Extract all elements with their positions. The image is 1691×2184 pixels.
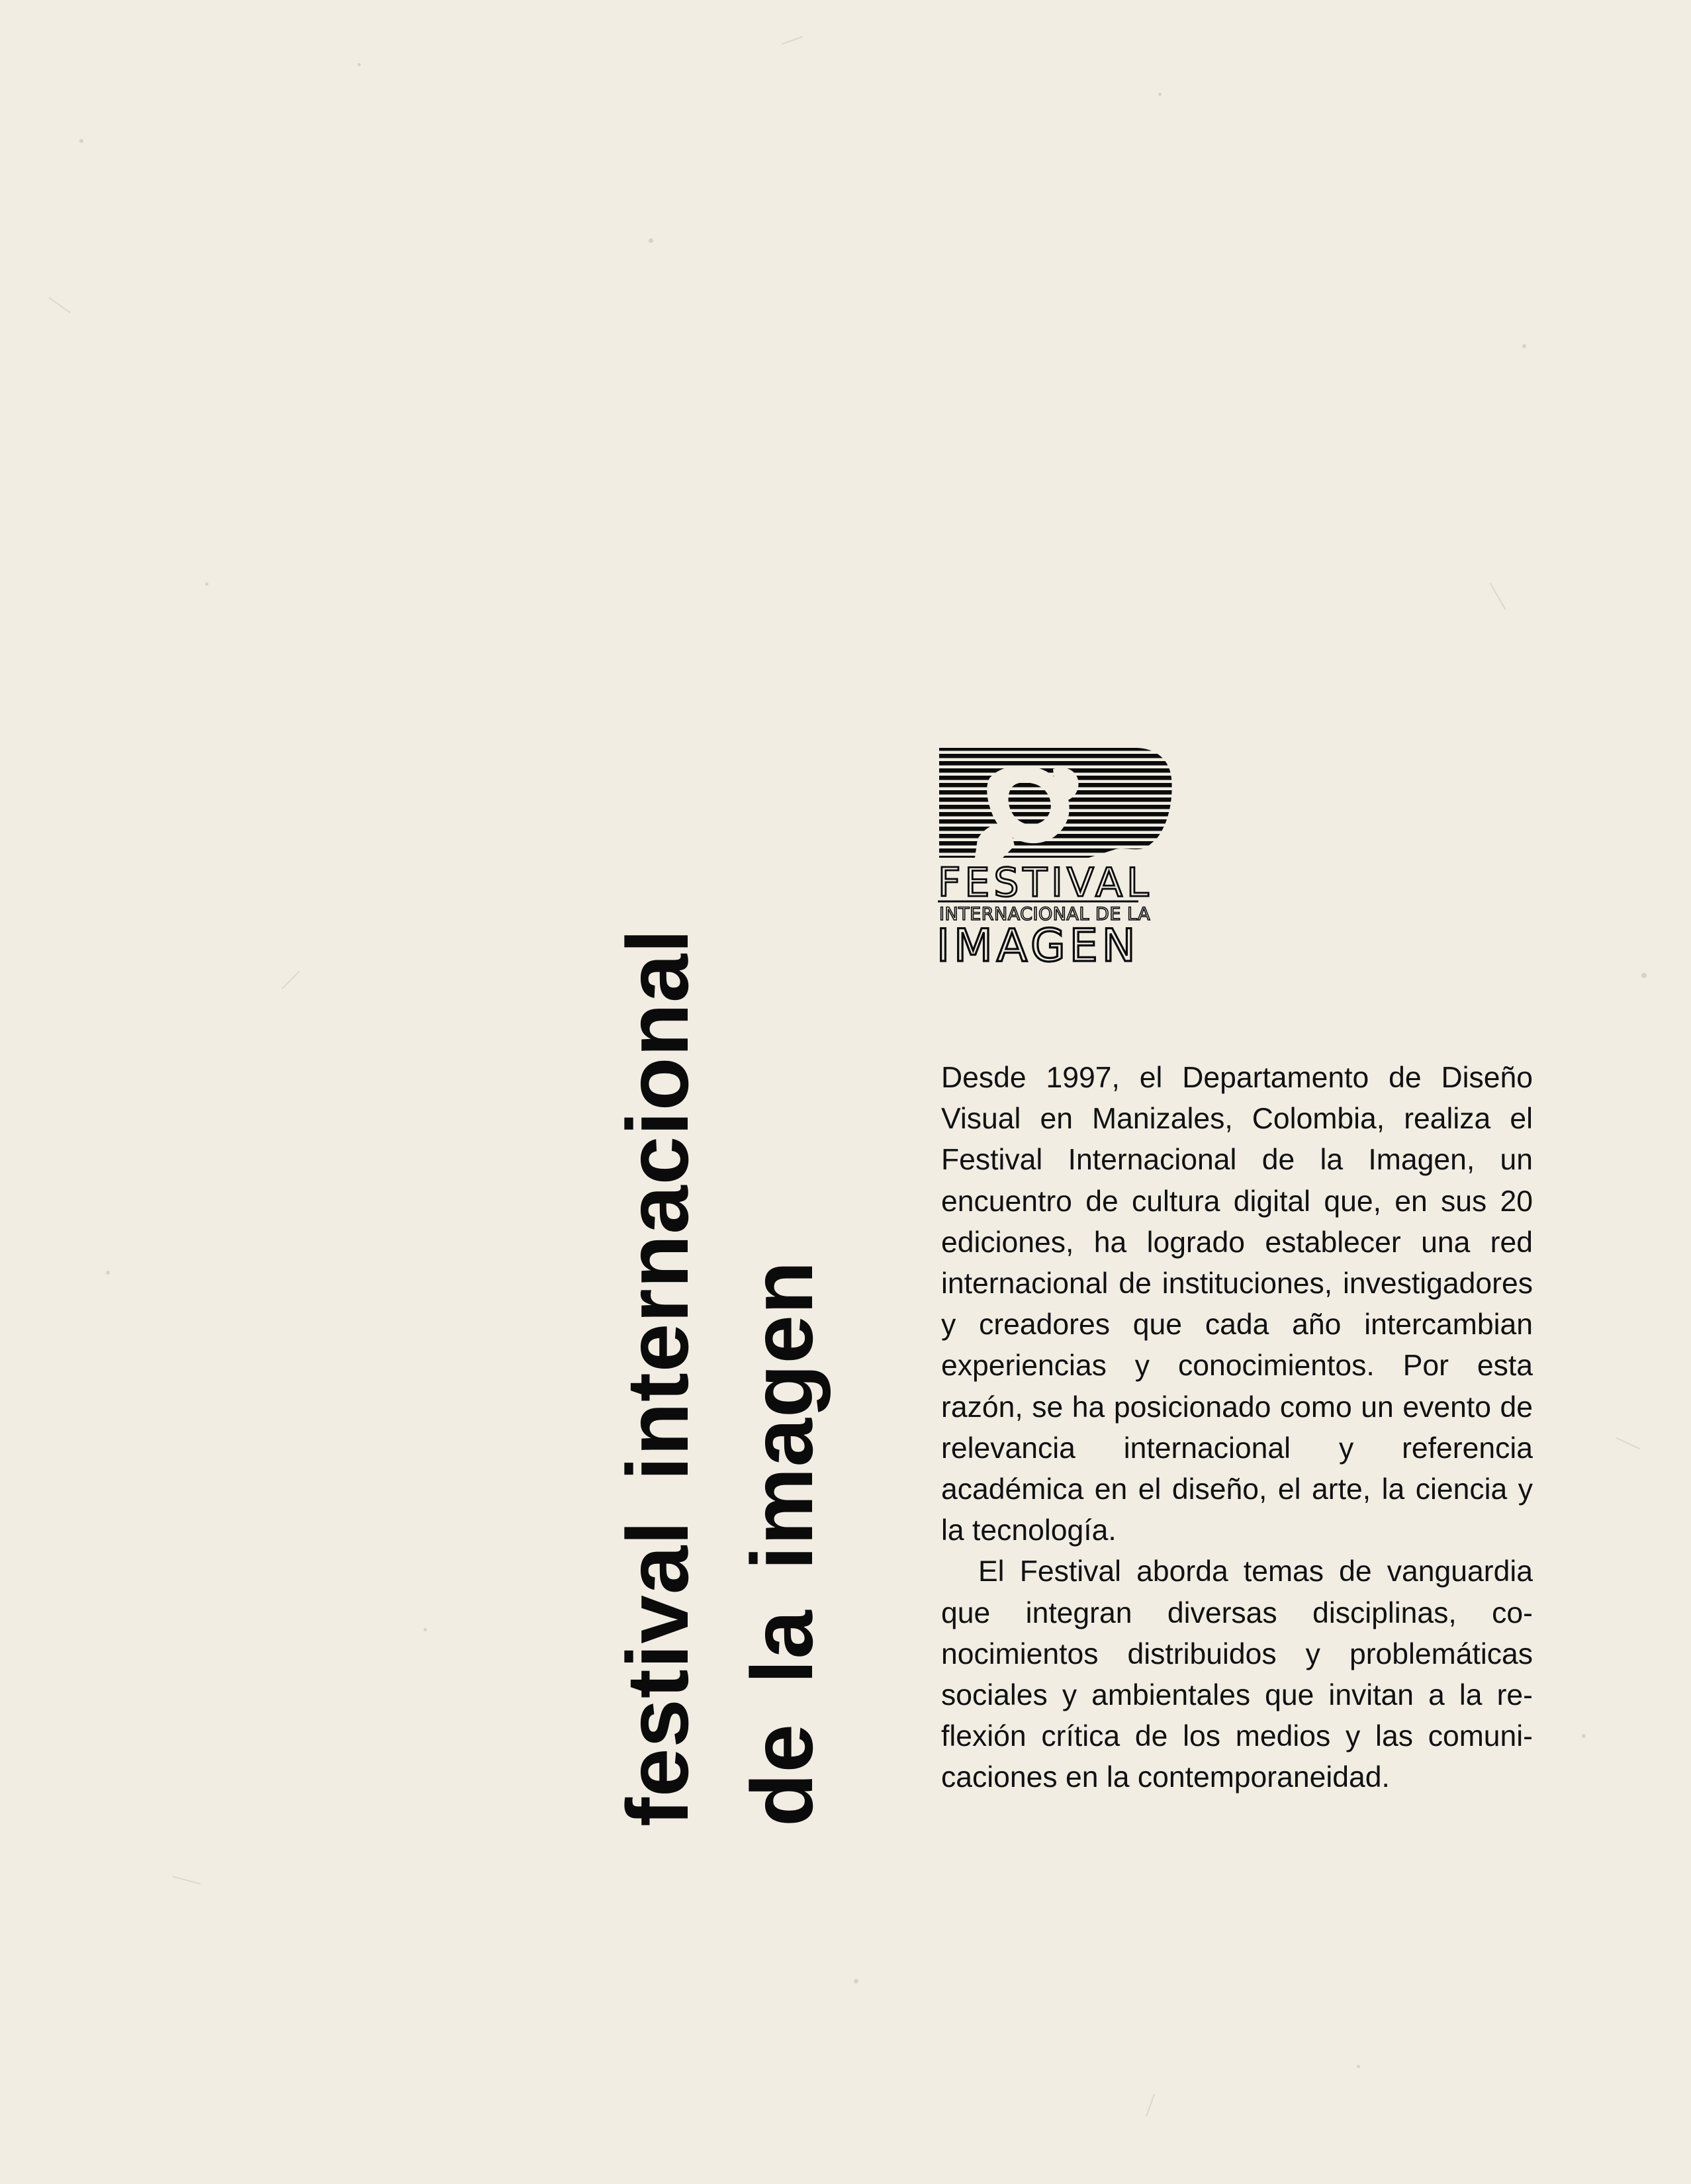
paper-speck: [649, 238, 653, 243]
paper-fiber: [172, 1876, 201, 1884]
paragraph-2: El Festival aborda temas de vanguardia que integran diversas disciplinas, conocimientos distribuidos y problemáticas sociales y ambientales que invitan a la reflexión crítica de los medios y las comunicaciones en la contemporaneidad.: [941, 1555, 1533, 1794]
logo-line-3: IMAGEN: [937, 920, 1140, 972]
paper-fiber: [48, 297, 71, 314]
title-line-1: festival internacional: [609, 928, 706, 1827]
paper-fiber: [281, 971, 300, 989]
paper-speck: [205, 582, 208, 586]
paper-speck: [1641, 973, 1647, 978]
festival-logo: [937, 747, 1175, 972]
paper-speck: [1158, 93, 1162, 96]
paper-fiber: [1146, 2094, 1155, 2117]
logo-line-1: FESTIVAL: [938, 860, 1153, 906]
paper-speck: [1582, 1734, 1586, 1738]
vertical-title: [596, 900, 845, 1827]
paper-speck: [106, 1271, 110, 1275]
paper-speck: [1357, 2065, 1360, 2068]
paper-fiber: [1490, 583, 1506, 610]
title-line-2: de la imagen: [733, 1260, 831, 1827]
paper-speck: [79, 139, 83, 143]
paper-fiber: [1616, 1437, 1640, 1450]
paper-speck: [357, 63, 361, 66]
paper-fiber: [782, 36, 803, 45]
festival-logo-mark-icon: [937, 747, 1175, 972]
body-text: [941, 1058, 1533, 1799]
paper-speck: [424, 1628, 427, 1631]
paper-speck: [1522, 344, 1526, 348]
paragraph-1: Desde 1997, el Departamento de Diseño Visual en Manizales, Colombia, realiza el Festival Internacional de la Imagen, un encuentro de cultura digital que, en sus 20 ediciones, ha logrado establecer una red internacional de instituciones, investigadores y creadores que cada año intercambian experiencias y conocimientos. Por esta razón, se ha posicionado como un evento de relevancia internacional y referencia académica en el diseño, el arte, la ciencia y la tecnología.: [941, 1062, 1533, 1547]
paper-speck: [854, 1979, 858, 1983]
logo-line-2: INTERNACIONAL DE LA: [939, 904, 1151, 925]
